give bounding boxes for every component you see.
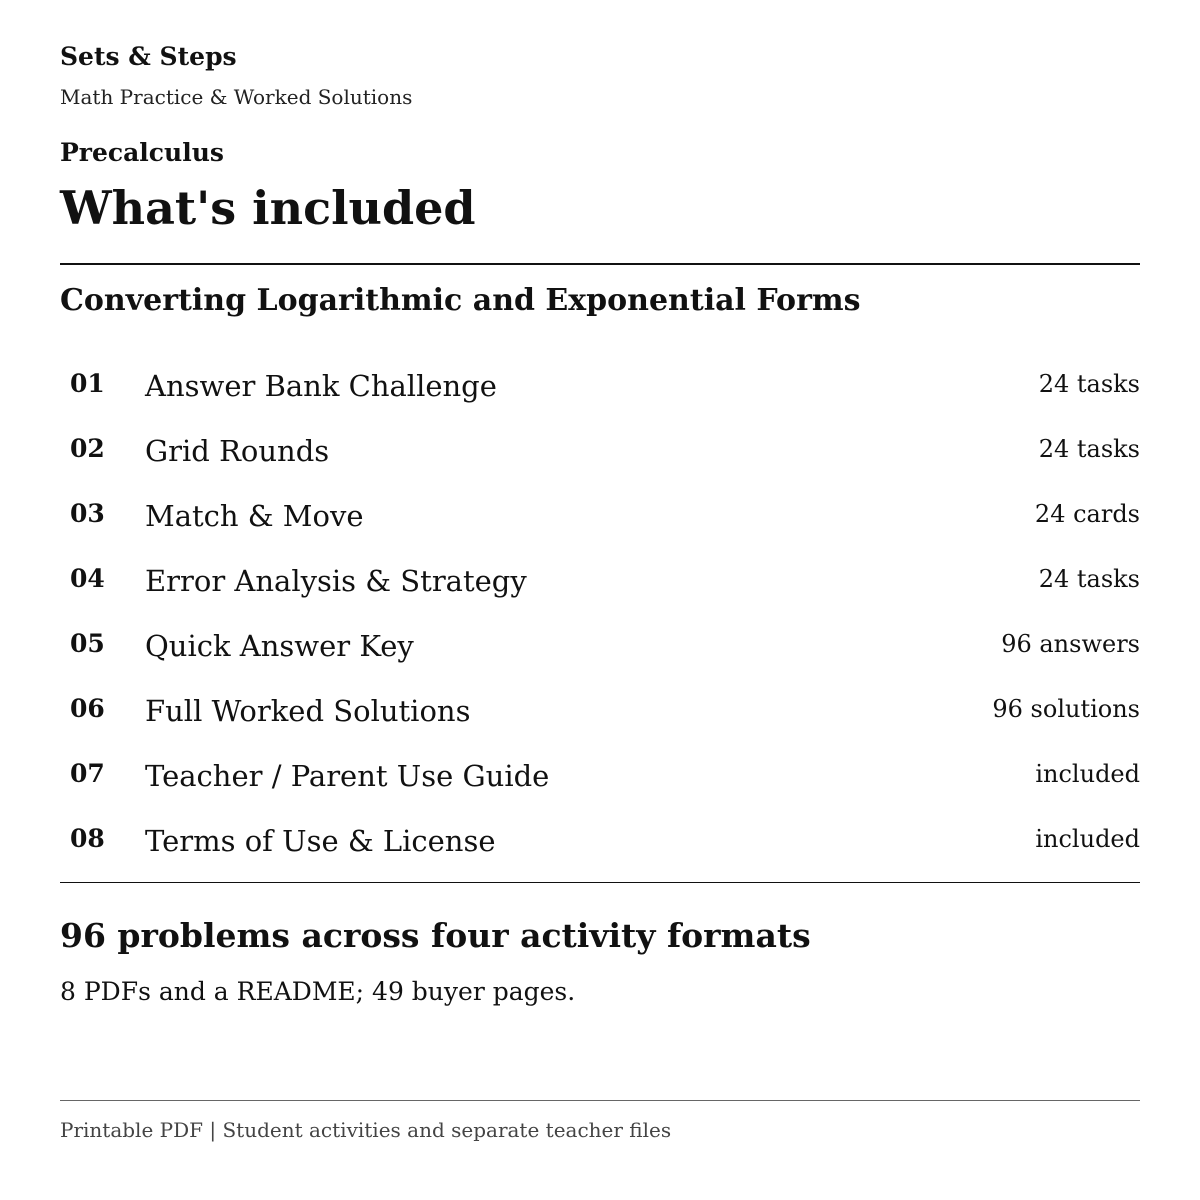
item-number: 02 xyxy=(70,434,105,463)
list-divider xyxy=(60,882,1140,883)
list-item xyxy=(60,808,1140,873)
item-title: Teacher / Parent Use Guide xyxy=(145,759,550,793)
item-title: Answer Bank Challenge xyxy=(145,369,497,403)
brand-name: Sets & Steps xyxy=(60,42,237,71)
item-title: Quick Answer Key xyxy=(145,629,414,663)
item-number: 01 xyxy=(70,369,105,398)
contents-list xyxy=(60,353,1140,873)
subject-label: Precalculus xyxy=(60,138,224,167)
summary-heading: 96 problems across four activity formats xyxy=(60,916,811,955)
item-count: 24 tasks xyxy=(1038,370,1140,398)
item-title: Error Analysis & Strategy xyxy=(145,564,527,598)
brand-tagline: Math Practice & Worked Solutions xyxy=(60,85,413,109)
item-title: Match & Move xyxy=(145,499,364,533)
item-title: Grid Rounds xyxy=(145,434,330,468)
item-number: 03 xyxy=(70,499,105,528)
list-item xyxy=(60,548,1140,613)
item-number: 07 xyxy=(70,759,105,788)
section-title: Converting Logarithmic and Exponential Forms xyxy=(60,283,861,318)
item-number: 08 xyxy=(70,824,105,853)
list-item xyxy=(60,743,1140,808)
page-title: What's included xyxy=(60,181,476,235)
item-count: included xyxy=(1035,825,1140,853)
list-item xyxy=(60,418,1140,483)
footer-text: Printable PDF | Student activities and separate teacher files xyxy=(60,1118,672,1142)
item-count: 24 tasks xyxy=(1038,565,1140,593)
item-count: included xyxy=(1035,760,1140,788)
item-number: 06 xyxy=(70,694,105,723)
summary-text: 8 PDFs and a README; 49 buyer pages. xyxy=(60,977,576,1006)
list-item xyxy=(60,353,1140,418)
footer-divider xyxy=(60,1100,1140,1101)
item-count: 96 answers xyxy=(1001,630,1140,658)
item-title: Full Worked Solutions xyxy=(145,694,471,728)
item-count: 96 solutions xyxy=(992,695,1140,723)
product-page xyxy=(60,0,1140,1200)
list-item xyxy=(60,613,1140,678)
item-number: 04 xyxy=(70,564,105,593)
list-item xyxy=(60,678,1140,743)
item-title: Terms of Use & License xyxy=(145,824,496,858)
item-number: 05 xyxy=(70,629,105,658)
title-divider xyxy=(60,263,1140,265)
list-item xyxy=(60,483,1140,548)
item-count: 24 tasks xyxy=(1038,435,1140,463)
item-count: 24 cards xyxy=(1034,500,1140,528)
